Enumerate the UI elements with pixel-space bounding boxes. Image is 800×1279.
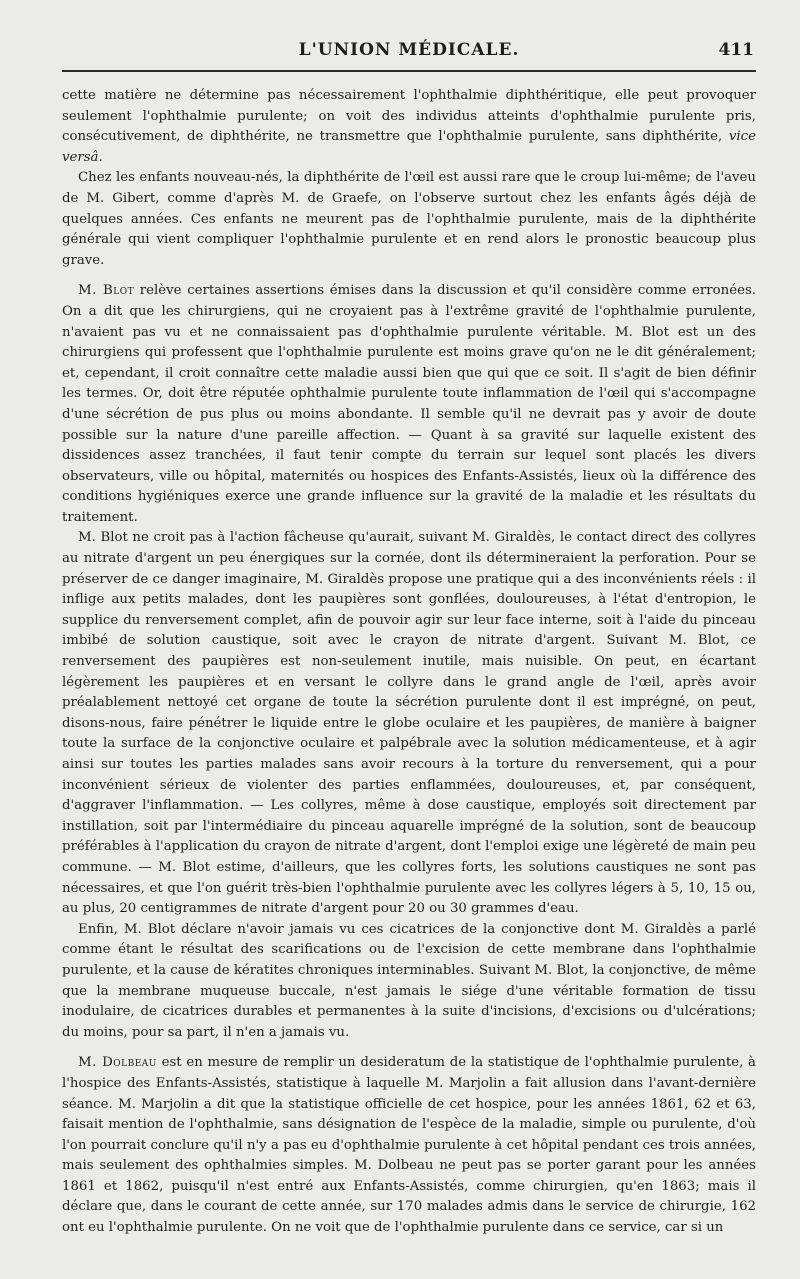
paragraph-text: cette matière ne détermine pas nécessairement l'ophthalmie diphthéritique, elle peut provoquer seulement l'ophthalmie purulente; on voit des individus atteints d'ophthalmie purulente pris, consécutivement, de diphthérite, ne transmettre que l'ophthalmie purulente, sans diphthérite, [62, 88, 756, 145]
running-header [62, 40, 756, 72]
paragraph-1 [62, 86, 756, 168]
speaker-name: M. Dolbeau [78, 1055, 157, 1071]
paragraph-5 [62, 920, 756, 1044]
italic-phrase: vice versâ. [62, 129, 756, 165]
speaker-name: M. Blot [78, 283, 135, 299]
paragraph-text: M. Blot ne croit pas à l'action fâcheuse qu'aurait, suivant M. Giraldès, le contact direct des collyres au nitrate d'argent un peu énergiques sur la cornée, dont ils détermineraient la perforation. Pour se préserver de ce danger imaginaire, M. Giraldès propose une pratique qui a des inconvénients réels : il inflige aux petits malades, dont les paupières sont gonflées, douloureuses, à l'état d'entropion, le supplice du renversement complet, afin de pouvoir agir sur leur face interne, soit à l'aide du pinceau imbibé de solution caustique, soit avec le crayon de nitrate d'argent. Suivant M. Blot, ce renversement des paupières est non-seulement inutile, mais nuisible. On peut, en écartant légèrement les paupières et en versant le collyre dans le grand angle de l'œil, après avoir préalablement nettoyé cet organe de toute la sécrétion purulente dont il est imprégné, on peut, disons-nous, faire pénétrer le liquide entre le globe oculaire et les paupières, de manière à baigner toute la surface de la conjonctive oculaire et palpébrale avec la solution médicamenteuse, et à agir ainsi sur toutes les parties malades sans avoir recours à la torture du renversement, qui a pour inconvénient sérieux de violenter des parties enflammées, douloureuses, et, par conséquent, d'aggraver l'inflammation. — Les collyres, même à dose caustique, employés soit directement par instillation, soit par l'intermédiaire du pinceau aquarelle imprégné de la solution, sont de beaucoup préférables à l'application du crayon de nitrate d'argent, dont l'emploi exige une légèreté de main peu commune. — M. Blot estime, d'ailleurs, que les collyres forts, les solutions caustiques ne sont pas nécessaires, et que l'on guérit très-bien l'ophthalmie purulente avec les collyres légers à 5, 10, 15 ou, au plus, 20 centigrammes de nitrate d'argent pour 20 ou 30 grammes d'eau. [62, 530, 756, 917]
paragraph-text: Chez les enfants nouveau-nés, la diphthérite de l'œil est aussi rare que le croup lui-même; de l'aveu de M. Gibert, comme d'après M. de Graefe, on l'observe surtout chez les enfants âgés déjà de quelques années. Ces enfants ne meurent pas de l'ophthalmie purulente, mais de la diphthérite générale qui vient compliquer l'ophthalmie purulente et en rend alors le pronostic beaucoup plus grave. [62, 170, 756, 268]
article-body [62, 86, 756, 1239]
journal-title: L'UNION MÉDICALE. [298, 40, 520, 60]
paragraph-3 [62, 281, 756, 528]
paragraph-text: Enfin, M. Blot déclare n'avoir jamais vu ces cicatrices de la conjonctive dont M. Giraldès a parlé comme étant le résultat des scarifications ou de l'excision de cette membrane dans l'ophthalmie purulente, et la cause de kératites chroniques interminables. Suivant M. Blot, la conjonctive, de même que la membrane muqueuse buccale, n'est jamais le siége d'une véritable formation de tissu inodulaire, de cicatrices durables et permanentes à la suite d'incisions, d'excisions ou d'ulcérations; du moins, pour sa part, il n'en a jamais vu. [62, 921, 756, 1040]
paragraph-text: est en mesure de remplir un desideratum de la statistique de l'ophthalmie purulente, à l'hospice des Enfants-Assistés, statistique à laquelle M. Marjolin a fait allusion dans l'avant-dernière séance. M. Marjolin a dit que la statistique officielle de cet hospice, pour les années 1861, 62 et 63, faisait mention de l'ophthalmie, sans désignation de l'espèce de la maladie, simple ou purulente, d'où l'on pourrait conclure qu'il n'y a pas eu d'ophthalmie purulente à cet hôpital pendant ces trois années, mais seulement des ophthalmies simples. M. Dolbeau ne peut pas se porter garant pour les années 1861 et 1862, puisqu'il n'est entré aux Enfants-Assistés, comme chirurgien, qu'en 1863; mais il déclare que, dans le courant de cette année, sur 170 malades admis dans le service de chirurgie, 162 ont eu l'ophthalmie purulente. On ne voit que de l'ophthalmie purulente dans ce service, car si un [62, 1055, 756, 1236]
paragraph-text: relève certaines assertions émises dans la discussion et qu'il considère comme erronées. On a dit que les chirurgiens, qui ne croyaient pas à l'extrême gravité de l'ophthalmie purulente, n'avaient pas vu et ne connaissaient pas d'ophthalmie purulente véritable. M. Blot est un des chirurgiens qui professent que l'ophthalmie purulente est moins grave qu'on ne le dit généralement; et, cependant, il croit connaître cette maladie aussi bien que qui que ce soit. Il s'agit de bien définir les termes. Or, doit être réputée ophthalmie purulente toute inflammation de l'œil qui s'accompagne d'une sécrétion de pus plus ou moins abondante. Il semble qu'il ne devrait pas y avoir de doute possible sur la nature d'une pareille affection. — Quant à sa gravité sur laquelle existent des dissidences assez tranchées, il faut tenir compte du terrain sur lequel sont placés les divers observateurs, ville ou hôpital, maternités ou hospices des Enfants-Assistés, lieux où la différence des conditions hygiéniques exerce une grande influence sur la gravité de la maladie et les résultats du traitement. [62, 283, 757, 525]
paragraph-4 [62, 528, 756, 919]
paragraph-2 [62, 168, 756, 271]
paragraph-6 [62, 1053, 756, 1238]
page-number: 411 [718, 40, 754, 60]
